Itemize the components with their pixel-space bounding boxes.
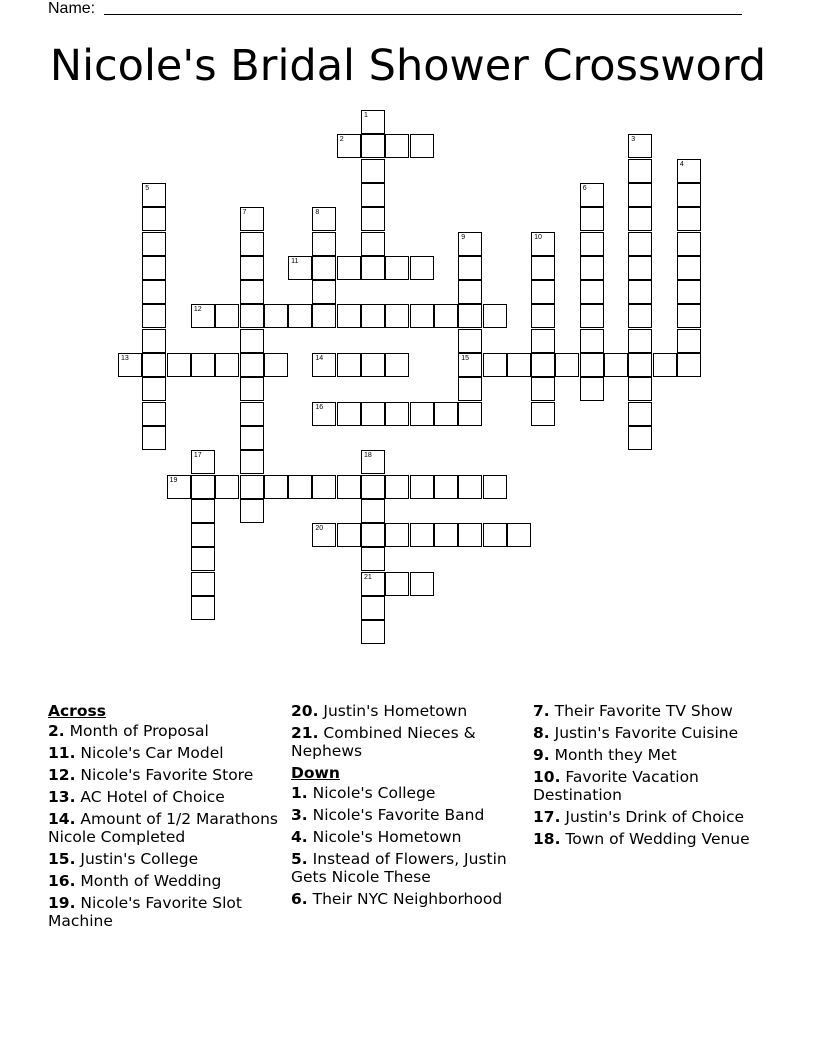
grid-cell[interactable] [385, 475, 409, 499]
grid-cell[interactable] [628, 377, 652, 401]
grid-cell-1[interactable] [361, 110, 385, 134]
grid-cell[interactable] [410, 402, 434, 426]
grid-cell[interactable] [312, 304, 336, 328]
grid-cell[interactable] [507, 353, 531, 377]
grid-cell[interactable] [191, 475, 215, 499]
grid-cell-18[interactable] [361, 450, 385, 474]
grid-cell[interactable] [240, 329, 264, 353]
grid-cell[interactable] [580, 256, 604, 280]
clue-number: 9 [461, 233, 466, 241]
grid-cell-6[interactable] [580, 183, 604, 207]
grid-cell[interactable] [483, 475, 507, 499]
clue-down-17: 17. Justin's Drink of Choice [533, 808, 745, 826]
grid-cell[interactable] [458, 523, 482, 547]
page-title: Nicole's Bridal Shower Crossword [49, 41, 767, 91]
grid-cell[interactable] [167, 353, 191, 377]
clue-number: 20 [315, 525, 324, 533]
grid-cell[interactable] [677, 207, 701, 231]
grid-cell-13[interactable] [118, 353, 142, 377]
grid-cell[interactable] [458, 402, 482, 426]
grid-cell[interactable] [337, 402, 361, 426]
grid-cell-14[interactable] [312, 353, 336, 377]
grid-cell[interactable] [628, 426, 652, 450]
grid-cell[interactable] [677, 280, 701, 304]
grid-cell-3[interactable] [628, 134, 652, 158]
clues-column-3 [533, 702, 769, 852]
grid-cell[interactable] [361, 232, 385, 256]
grid-cell[interactable] [142, 353, 166, 377]
grid-cell[interactable] [410, 475, 434, 499]
grid-cell[interactable] [677, 353, 701, 377]
grid-cell-21[interactable] [361, 572, 385, 596]
grid-cell[interactable] [385, 256, 409, 280]
grid-cell[interactable] [142, 329, 166, 353]
grid-cell[interactable] [361, 353, 385, 377]
grid-cell[interactable] [337, 353, 361, 377]
grid-cell[interactable] [191, 523, 215, 547]
grid-cell[interactable] [240, 402, 264, 426]
clue-number: 8 [315, 209, 320, 217]
grid-cell[interactable] [337, 475, 361, 499]
grid-cell[interactable] [240, 475, 264, 499]
grid-cell-20[interactable] [312, 523, 336, 547]
grid-cell[interactable] [531, 256, 555, 280]
grid-cell[interactable] [361, 547, 385, 571]
clue-down-8: 8. Justin's Favorite Cuisine [533, 724, 739, 742]
grid-cell[interactable] [361, 134, 385, 158]
grid-cell[interactable] [458, 280, 482, 304]
grid-cell[interactable] [361, 523, 385, 547]
grid-cell[interactable] [240, 232, 264, 256]
grid-cell[interactable] [191, 572, 215, 596]
grid-cell[interactable] [288, 304, 312, 328]
grid-cell[interactable] [483, 523, 507, 547]
across-header: Across [48, 702, 106, 720]
grid-cell[interactable] [410, 304, 434, 328]
grid-cell[interactable] [531, 353, 555, 377]
grid-cell[interactable] [458, 377, 482, 401]
grid-cell[interactable] [215, 475, 239, 499]
clue-across-15: 15. Justin's College [48, 850, 199, 868]
clue-across-16: 16. Month of Wedding [48, 872, 222, 890]
grid-cell[interactable] [240, 304, 264, 328]
grid-cell[interactable] [458, 304, 482, 328]
clue-number: 5 [145, 184, 150, 192]
grid-cell[interactable] [628, 232, 652, 256]
clue-down-1: 1. Nicole's College [291, 784, 436, 802]
clue-number: 7 [242, 209, 247, 217]
grid-cell[interactable] [337, 523, 361, 547]
grid-cell[interactable] [191, 499, 215, 523]
grid-cell[interactable] [240, 377, 264, 401]
grid-cell[interactable] [628, 159, 652, 183]
grid-cell[interactable] [677, 232, 701, 256]
grid-cell-9[interactable] [458, 232, 482, 256]
grid-cell[interactable] [361, 596, 385, 620]
grid-cell[interactable] [142, 426, 166, 450]
grid-cell-5[interactable] [142, 183, 166, 207]
grid-cell[interactable] [580, 377, 604, 401]
grid-cell[interactable] [677, 329, 701, 353]
clue-down-10: 10. Favorite Vacation Destination [533, 768, 699, 804]
clue-across-11: 11. Nicole's Car Model [48, 744, 224, 762]
grid-cell[interactable] [507, 523, 531, 547]
grid-cell-12[interactable] [191, 304, 215, 328]
grid-cell[interactable] [434, 402, 458, 426]
grid-cell[interactable] [142, 232, 166, 256]
grid-cell[interactable] [531, 280, 555, 304]
grid-cell-11[interactable] [288, 256, 312, 280]
clue-down-4: 4. Nicole's Hometown [291, 828, 462, 846]
grid-cell[interactable] [385, 134, 409, 158]
grid-cell[interactable] [385, 304, 409, 328]
grid-cell[interactable] [531, 377, 555, 401]
clue-across-19: 19. Nicole's Favorite Slot Machine [48, 894, 242, 930]
clue-down-18: 18. Town of Wedding Venue [533, 830, 750, 848]
grid-cell[interactable] [361, 183, 385, 207]
grid-cell[interactable] [628, 353, 652, 377]
clue-number: 2 [339, 136, 344, 144]
grid-cell[interactable] [580, 329, 604, 353]
grid-cell[interactable] [531, 304, 555, 328]
grid-cell[interactable] [264, 304, 288, 328]
clue-number: 10 [534, 233, 542, 241]
grid-cell[interactable] [361, 256, 385, 280]
clue-number: 21 [364, 573, 372, 581]
grid-cell-19[interactable] [167, 475, 191, 499]
grid-cell-16[interactable] [312, 402, 336, 426]
grid-cell[interactable] [580, 304, 604, 328]
down-header: Down [291, 764, 340, 782]
grid-cell[interactable] [191, 547, 215, 571]
clue-number: 16 [315, 403, 324, 411]
clue-down-7: 7. Their Favorite TV Show [533, 702, 733, 720]
clue-number: 17 [193, 452, 202, 460]
grid-cell[interactable] [410, 572, 434, 596]
grid-cell[interactable] [628, 183, 652, 207]
grid-cell[interactable] [361, 499, 385, 523]
grid-cell[interactable] [385, 572, 409, 596]
grid-cell[interactable] [385, 523, 409, 547]
grid-cell[interactable] [361, 402, 385, 426]
clue-number: 12 [193, 306, 202, 314]
grid-cell[interactable] [312, 280, 336, 304]
grid-cell[interactable] [677, 183, 701, 207]
grid-cell[interactable] [385, 353, 409, 377]
grid-cell-2[interactable] [337, 134, 361, 158]
grid-cell[interactable] [361, 620, 385, 644]
grid-cell[interactable] [361, 304, 385, 328]
clue-across-20: 20. Justin's Hometown [291, 702, 468, 720]
clue-number: 4 [679, 160, 684, 168]
grid-cell[interactable] [434, 523, 458, 547]
grid-cell[interactable] [653, 353, 677, 377]
clue-down-3: 3. Nicole's Favorite Band [291, 806, 485, 824]
clue-down-9: 9. Month they Met [533, 746, 677, 764]
clue-number: 15 [461, 355, 469, 362]
grid-cell[interactable] [142, 402, 166, 426]
grid-cell[interactable] [555, 353, 579, 377]
clue-number: 13 [121, 355, 129, 362]
grid-cell[interactable] [240, 426, 264, 450]
grid-cell[interactable] [483, 353, 507, 377]
clues-column-1 [48, 702, 284, 934]
grid-cell[interactable] [312, 232, 336, 256]
grid-cell-4[interactable] [677, 159, 701, 183]
clue-number: 3 [631, 136, 636, 144]
grid-cell[interactable] [604, 353, 628, 377]
grid-cell[interactable] [580, 207, 604, 231]
clue-across-21: 21. Combined Nieces & Nephews [291, 724, 476, 760]
grid-cell[interactable] [410, 256, 434, 280]
clue-down-6: 6. Their NYC Neighborhood [291, 890, 503, 908]
grid-cell[interactable] [385, 402, 409, 426]
clues-column-2 [291, 702, 527, 912]
clue-number: 11 [291, 257, 299, 265]
grid-cell[interactable] [628, 329, 652, 353]
grid-cell[interactable] [288, 475, 312, 499]
clue-across-14: 14. Amount of 1/2 Marathons Nicole Completed [48, 810, 279, 846]
grid-cell[interactable] [628, 402, 652, 426]
grid-cell-7[interactable] [240, 207, 264, 231]
clue-across-12: 12. Nicole's Favorite Store [48, 766, 254, 784]
grid-cell[interactable] [240, 280, 264, 304]
name-label: Name: [48, 0, 96, 17]
grid-cell[interactable] [337, 304, 361, 328]
clue-down-5: 5. Instead of Flowers, Justin Gets Nicole These [291, 850, 507, 886]
grid-cell[interactable] [312, 475, 336, 499]
grid-cell[interactable] [361, 475, 385, 499]
grid-cell[interactable] [264, 353, 288, 377]
grid-cell[interactable] [215, 304, 239, 328]
grid-cell[interactable] [628, 280, 652, 304]
grid-cell[interactable] [240, 450, 264, 474]
grid-cell-8[interactable] [312, 207, 336, 231]
grid-cell[interactable] [240, 499, 264, 523]
grid-cell[interactable] [142, 207, 166, 231]
grid-cell-17[interactable] [191, 450, 215, 474]
grid-cell[interactable] [531, 402, 555, 426]
grid-cell[interactable] [142, 377, 166, 401]
grid-cell[interactable] [142, 256, 166, 280]
grid-cell[interactable] [191, 596, 215, 620]
grid-cell[interactable] [312, 256, 336, 280]
grid-cell[interactable] [191, 353, 215, 377]
grid-cell[interactable] [531, 329, 555, 353]
grid-cell-10[interactable] [531, 232, 555, 256]
grid-cell[interactable] [458, 329, 482, 353]
grid-cell[interactable] [628, 304, 652, 328]
grid-cell[interactable] [434, 475, 458, 499]
clue-number: 14 [315, 355, 324, 362]
grid-cell[interactable] [361, 207, 385, 231]
clue-number: 1 [364, 112, 368, 119]
grid-cell[interactable] [677, 304, 701, 328]
grid-cell[interactable] [580, 353, 604, 377]
grid-cell[interactable] [580, 232, 604, 256]
grid-cell[interactable] [434, 304, 458, 328]
grid-cell[interactable] [142, 280, 166, 304]
grid-cell[interactable] [215, 353, 239, 377]
grid-cell[interactable] [628, 207, 652, 231]
clue-across-2: 2. Month of Proposal [48, 722, 209, 740]
grid-cell[interactable] [458, 256, 482, 280]
clue-number: 6 [582, 184, 587, 192]
clue-across-13: 13. AC Hotel of Choice [48, 788, 225, 806]
grid-cell[interactable] [361, 159, 385, 183]
grid-cell[interactable] [410, 523, 434, 547]
grid-cell[interactable] [458, 475, 482, 499]
grid-cell[interactable] [410, 134, 434, 158]
grid-cell[interactable] [240, 256, 264, 280]
grid-cell[interactable] [580, 280, 604, 304]
grid-cell[interactable] [483, 304, 507, 328]
grid-cell[interactable] [264, 475, 288, 499]
grid-cell[interactable] [142, 304, 166, 328]
clue-number: 19 [169, 476, 178, 484]
grid-cell[interactable] [628, 256, 652, 280]
grid-cell[interactable] [337, 256, 361, 280]
clue-number: 18 [364, 452, 372, 460]
grid-cell[interactable] [240, 353, 264, 377]
grid-cell[interactable] [677, 256, 701, 280]
grid-cell-15[interactable] [458, 353, 482, 377]
